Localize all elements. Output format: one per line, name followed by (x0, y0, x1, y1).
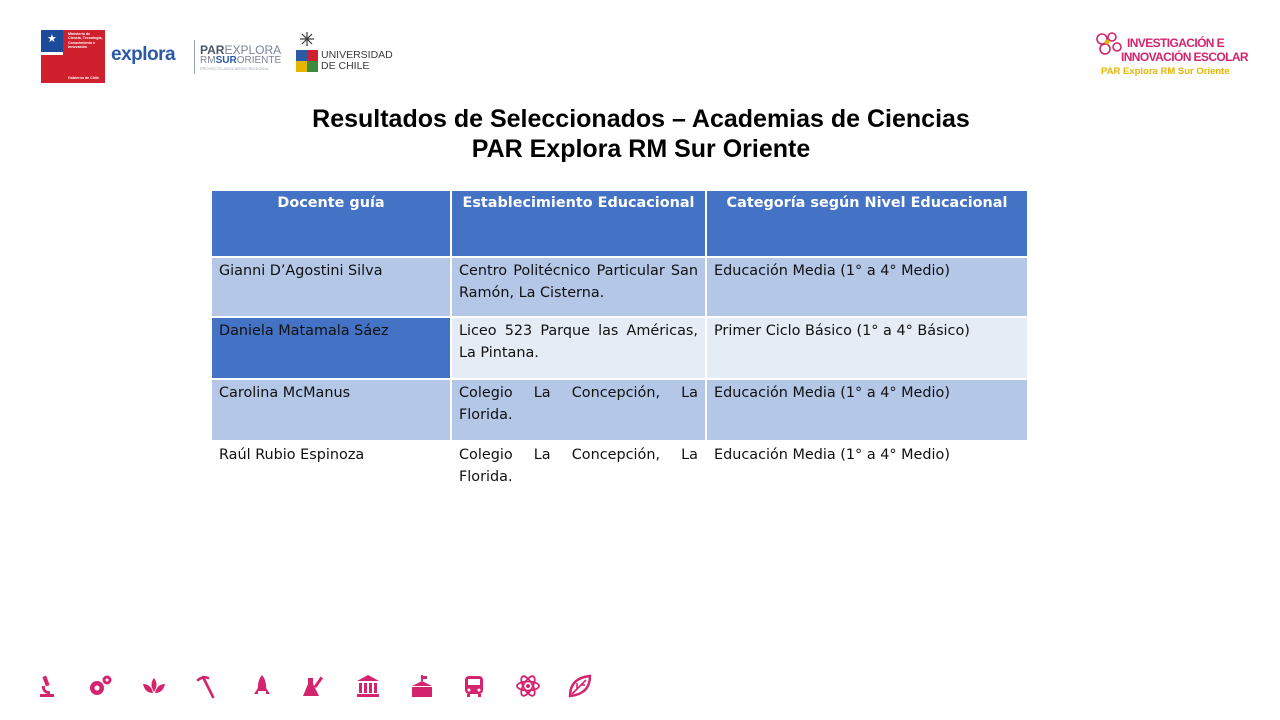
cell-docente: Daniela Matamala Sáez (211, 317, 451, 379)
rocket-icon (248, 672, 276, 700)
cell-establecimiento: Colegio La Concepción, La Florida. (451, 441, 706, 491)
gears-icon (86, 672, 114, 700)
header-establecimiento: Establecimiento Educacional (451, 190, 706, 257)
logo-divider (194, 40, 195, 74)
header-categoria: Categoría según Nivel Educacional (706, 190, 1028, 257)
leaves-icon (140, 672, 168, 700)
cell-categoria: Educación Media (1° a 4° Medio) (706, 257, 1028, 317)
leaf-icon (566, 672, 594, 700)
atom-icon (514, 672, 542, 700)
chemistry-icon (300, 672, 328, 700)
cell-categoria: Educación Media (1° a 4° Medio) (706, 379, 1028, 441)
cell-categoria: Educación Media (1° a 4° Medio) (706, 441, 1028, 491)
page-title (0, 104, 1280, 164)
cell-docente: Carolina McManus (211, 379, 451, 441)
footer-icon-strip (32, 672, 612, 700)
table-row (211, 257, 1028, 317)
table-header-row (211, 190, 1028, 257)
table-row (211, 317, 1028, 379)
cell-categoria: Primer Ciclo Básico (1° a 4° Básico) (706, 317, 1028, 379)
cell-docente: Gianni D’Agostini Silva (211, 257, 451, 317)
ministry-logo-text: Ministerio de Ciencia, Tecnología, Conocimiento e Innovación (68, 32, 103, 50)
bus-icon (460, 672, 488, 700)
explora-logo: explora (111, 44, 176, 65)
gobierno-logo-footer: Gobierno de Chile (68, 76, 99, 80)
table-row (211, 441, 1028, 491)
title-line-2: PAR Explora RM Sur Oriente (471, 135, 811, 163)
cell-establecimiento: Liceo 523 Parque las Américas, La Pintana. (451, 317, 706, 379)
header-docente: Docente guía (211, 190, 451, 257)
uchile-logo-text: UNIVERSIDAD DE CHILE (321, 49, 393, 72)
uchile-emblem-icon (296, 30, 318, 72)
cell-establecimiento: Colegio La Concepción, La Florida. (451, 379, 706, 441)
investigacion-escolar-logo: INVESTIGACIÓN E INNOVACIÓN ESCOLAR PAR Explora RM Sur Oriente (1093, 30, 1233, 80)
museum-icon (354, 672, 382, 700)
par-explora-logo: PAREXPLORA RMSURORIENTE PROYECTO ASOCIATIVO REGIONAL (200, 43, 282, 71)
title-line-1: Resultados de Seleccionados – Academias de Ciencias (312, 105, 970, 133)
chile-flag-icon: ★ (41, 30, 63, 52)
gobierno-logo (41, 30, 105, 83)
school-icon (408, 672, 436, 700)
cell-establecimiento: Centro Politécnico Particular San Ramón, La Cisterna. (451, 257, 706, 317)
table-row (211, 379, 1028, 441)
microscope-icon (34, 672, 62, 700)
cell-docente: Raúl Rubio Espinoza (211, 441, 451, 491)
pickaxe-icon (194, 672, 222, 700)
results-table (210, 189, 1029, 492)
